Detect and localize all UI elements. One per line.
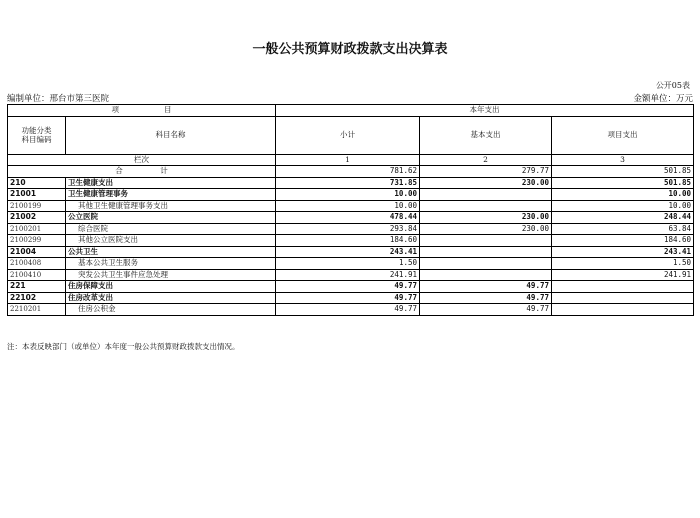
row-basic [420,200,552,212]
row-subtotal: 10.00 [276,189,420,201]
table-row [8,223,694,235]
unit-label: 金额单位：万元 [633,94,693,104]
column-index-2: 2 [420,154,552,166]
row-name: 基本公共卫生服务 [66,258,276,270]
table-row [8,258,694,270]
row-name: 其他公立医院支出 [66,235,276,247]
row-code: 221 [8,281,66,293]
column-index-label: 栏次 [8,154,276,166]
row-code: 210 [8,177,66,189]
table-row [8,200,694,212]
row-name: 住房改革支出 [66,292,276,304]
row-subtotal: 49.77 [276,292,420,304]
row-subtotal: 184.60 [276,235,420,247]
row-basic [420,269,552,281]
row-name: 卫生健康支出 [66,177,276,189]
row-code: 2100201 [8,223,66,235]
row-name: 公共卫生 [66,246,276,258]
row-subtotal: 731.85 [276,177,420,189]
row-name: 公立医院 [66,212,276,224]
row-basic: 230.00 [420,177,552,189]
row-subtotal: 478.44 [276,212,420,224]
row-project: 1.50 [552,258,694,270]
row-basic: 49.77 [420,304,552,316]
total-basic: 279.77 [420,166,552,178]
table-row [8,269,694,281]
row-basic [420,246,552,258]
row-subtotal: 243.41 [276,246,420,258]
column-index-3: 3 [552,154,694,166]
row-subtotal: 241.91 [276,269,420,281]
total-subtotal: 781.62 [276,166,420,178]
header-item: 项 目 [8,105,276,117]
table-row [8,246,694,258]
row-subtotal: 49.77 [276,281,420,293]
table-row [8,292,694,304]
table-row [8,189,694,201]
total-label: 合 计 [8,166,276,178]
row-code: 2210201 [8,304,66,316]
header-project: 项目支出 [552,116,694,154]
row-basic [420,189,552,201]
row-code: 22102 [8,292,66,304]
column-index-1: 1 [276,154,420,166]
row-basic: 230.00 [420,223,552,235]
row-project: 10.00 [552,200,694,212]
report-title: 一般公共预算财政拨款支出决算表 [252,42,448,57]
row-name: 突发公共卫生事件应急处理 [66,269,276,281]
row-subtotal: 293.84 [276,223,420,235]
row-basic [420,235,552,247]
table-row [8,235,694,247]
row-project: 248.44 [552,212,694,224]
row-basic: 49.77 [420,281,552,293]
row-code: 2100410 [8,269,66,281]
row-name: 综合医院 [66,223,276,235]
row-basic: 230.00 [420,212,552,224]
header-row-1 [8,105,694,117]
total-row [8,166,694,178]
row-project [552,304,694,316]
table-row [8,212,694,224]
row-basic [420,258,552,270]
table-row [8,304,694,316]
header-current-year: 本年支出 [276,105,694,117]
row-name: 住房公积金 [66,304,276,316]
row-project: 63.84 [552,223,694,235]
row-project [552,281,694,293]
header-func-code: 功能分类 科目编码 [8,116,66,154]
row-code: 21002 [8,212,66,224]
table-row [8,177,694,189]
total-project: 501.85 [552,166,694,178]
row-name: 卫生健康管理事务 [66,189,276,201]
row-basic: 49.77 [420,292,552,304]
column-index-row [8,154,694,166]
row-subtotal: 1.50 [276,258,420,270]
row-name: 其他卫生健康管理事务支出 [66,200,276,212]
row-project: 501.85 [552,177,694,189]
row-subtotal: 49.77 [276,304,420,316]
row-code: 21001 [8,189,66,201]
row-project: 241.91 [552,269,694,281]
header-row-2 [8,116,694,154]
header-basic: 基本支出 [420,116,552,154]
row-project: 243.41 [552,246,694,258]
expenditure-table [7,104,694,316]
header-subtotal: 小计 [276,116,420,154]
row-code: 21004 [8,246,66,258]
row-code: 2100299 [8,235,66,247]
org-label: 编制单位：邢台市第三医院 [7,94,110,104]
row-project: 10.00 [552,189,694,201]
table-note: 注：本表反映部门（或单位）本年度一般公共预算财政拨款支出情况。 [7,342,240,351]
row-name: 住房保障支出 [66,281,276,293]
row-code: 2100199 [8,200,66,212]
row-project: 184.60 [552,235,694,247]
row-subtotal: 10.00 [276,200,420,212]
row-code: 2100408 [8,258,66,270]
row-project [552,292,694,304]
table-row [8,281,694,293]
header-subject-name: 科目名称 [66,116,276,154]
form-number: 公开05表 [655,81,690,90]
